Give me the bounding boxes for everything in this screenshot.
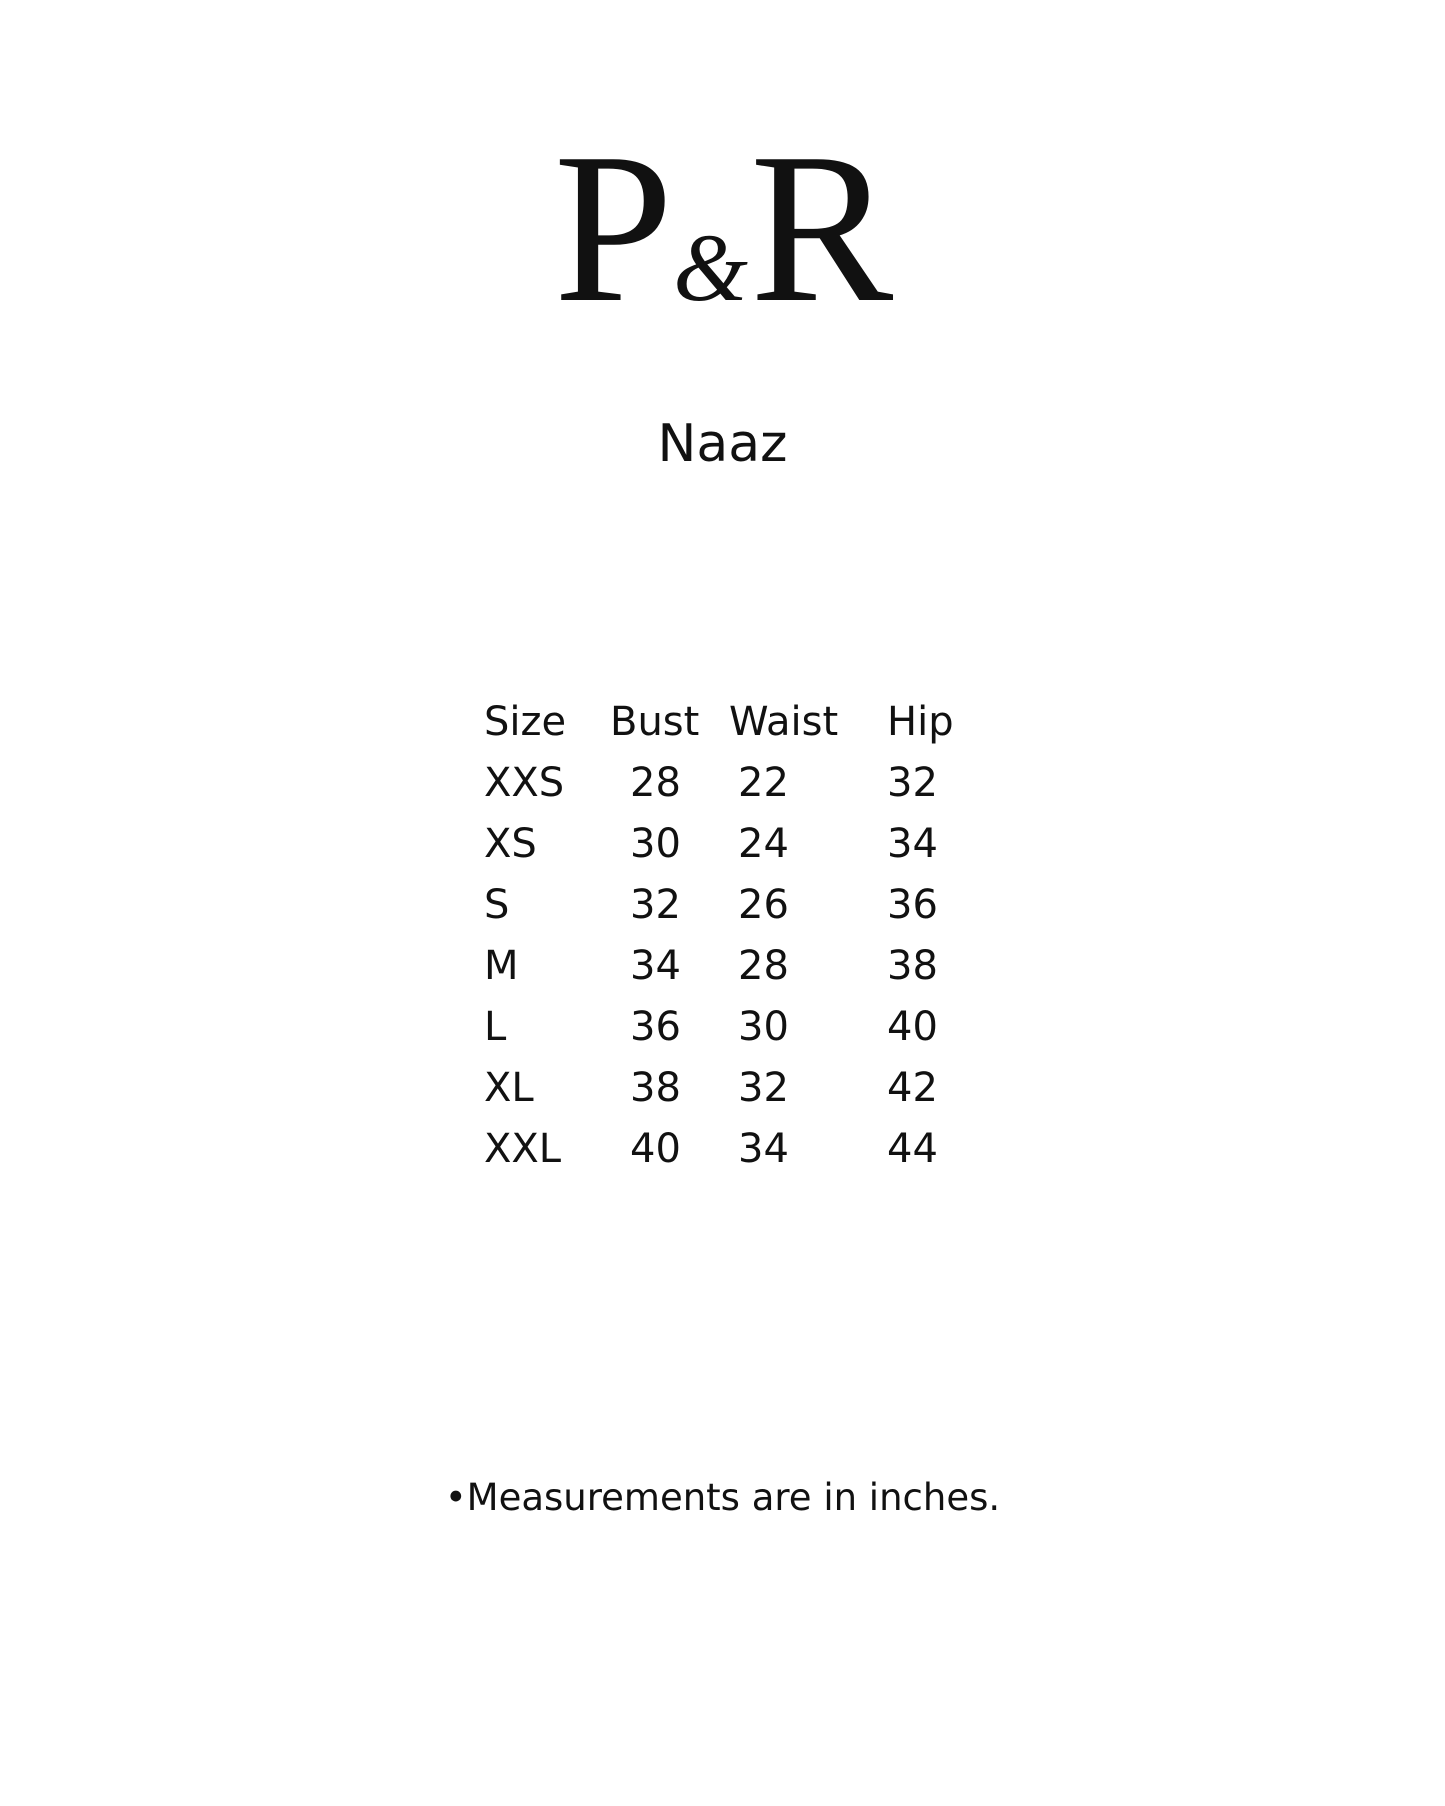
hip-cell: 40 (887, 1004, 938, 1050)
header-waist: Waist (729, 699, 839, 745)
size-cell: XXL (484, 1126, 562, 1172)
waist-cell: 26 (738, 882, 789, 928)
waist-cell: 30 (738, 1004, 789, 1050)
size-cell: L (484, 1004, 507, 1050)
waist-cell: 32 (738, 1065, 789, 1111)
bust-cell: 36 (630, 1004, 681, 1050)
size-cell: S (484, 882, 510, 928)
waist-cell: 22 (738, 760, 789, 806)
bust-cell: 28 (630, 760, 681, 806)
measurement-footnote: •Measurements are in inches. (444, 1476, 1001, 1519)
waist-cell: 24 (738, 821, 789, 867)
bust-cell: 34 (630, 943, 681, 989)
hip-cell: 36 (887, 882, 938, 928)
hip-cell: 38 (887, 943, 938, 989)
hip-cell: 32 (887, 760, 938, 806)
brand-logo (0, 108, 1445, 347)
size-cell: XXS (484, 760, 565, 806)
waist-cell: 34 (738, 1126, 789, 1172)
hip-cell: 34 (887, 821, 938, 867)
logo-ampersand: & (673, 214, 748, 321)
header-hip: Hip (887, 699, 954, 745)
logo-letter-p: P (553, 108, 672, 347)
size-cell: XL (484, 1065, 534, 1111)
header-size: Size (484, 699, 567, 745)
waist-cell: 28 (738, 943, 789, 989)
hip-cell: 42 (887, 1065, 938, 1111)
bust-cell: 30 (630, 821, 681, 867)
bust-cell: 32 (630, 882, 681, 928)
bust-cell: 38 (630, 1065, 681, 1111)
size-cell: M (484, 943, 519, 989)
size-cell: XS (484, 821, 537, 867)
hip-cell: 44 (887, 1126, 938, 1172)
logo-letter-r: R (749, 108, 892, 347)
product-name: Naaz (657, 414, 788, 474)
header-bust: Bust (610, 699, 700, 745)
bust-cell: 40 (630, 1126, 681, 1172)
